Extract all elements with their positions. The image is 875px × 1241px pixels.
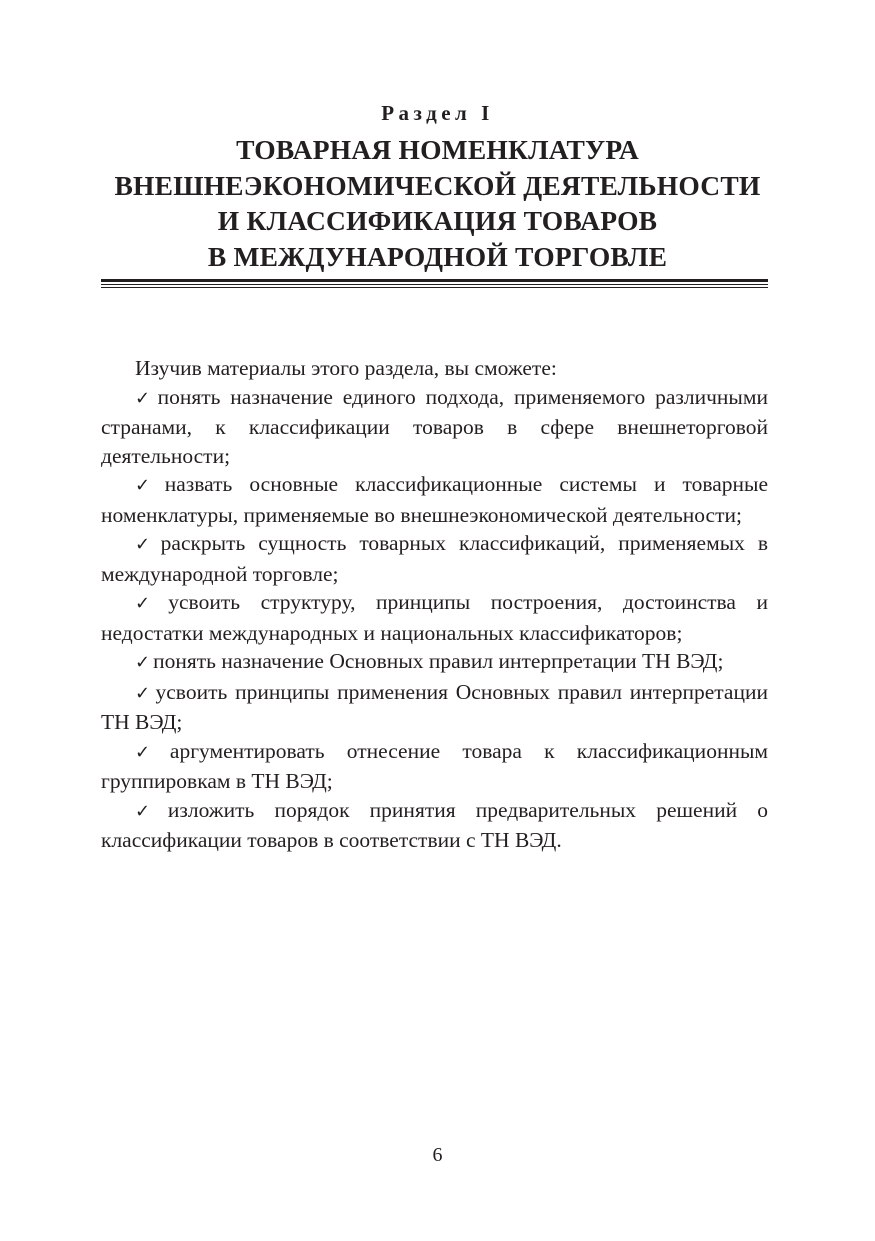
section-title-line-2: ВНЕШНЕЭКОНОМИЧЕСКОЙ ДЕЯТЕЛЬНОСТИ [114, 169, 761, 201]
checkmark-icon: ✓ [135, 593, 166, 614]
goal-text: аргументировать отнесение товара к классификационным группировкам в ТН ВЭД; [101, 738, 769, 793]
title-divider-thick [101, 279, 768, 282]
goal-text: изложить порядок принятия предварительных решений о классификации товаров в соответствии с ТН ВЭД. [101, 797, 768, 852]
checkmark-icon: ✓ [135, 534, 158, 555]
goal-text: понять назначение единого подхода, применяемого различными странами, к классификации товаров в сфере внешнеторговой деятельности; [101, 384, 768, 468]
goal-item [101, 737, 768, 796]
checkmark-icon: ✓ [135, 682, 153, 704]
goal-text: назвать основные классификационные системы и товарные номенклатуры, применяемые во внешнеэкономической деятельности; [101, 472, 768, 527]
section-title-line-3: И КЛАССИФИКАЦИЯ ТОВАРОВ [217, 205, 658, 236]
section-title-line-4: В МЕЖДУНАРОДНОЙ ТОРГОВЛЕ [207, 240, 668, 272]
goal-text: усвоить структуру, принципы построения, достоинства и недостатки международных и национальных классификаторов; [101, 590, 768, 645]
title-divider-thin-2 [101, 287, 768, 288]
section-goals [101, 354, 768, 855]
goals-intro: Изучив материалы этого раздела, вы сможете: [135, 356, 557, 380]
checkmark-icon: ✓ [135, 800, 165, 822]
checkmark-icon: ✓ [135, 387, 155, 409]
title-divider-thin-1 [101, 284, 768, 285]
goal-item [101, 678, 768, 737]
goal-item [101, 647, 768, 678]
checkmark-icon: ✓ [135, 475, 162, 496]
goal-text: усвоить принципы применения Основных правил интерпретации ТН ВЭД; [101, 679, 768, 734]
goal-item [101, 383, 768, 471]
checkmark-icon: ✓ [135, 741, 167, 763]
goal-text: понять назначение Основных правил интерпретации ТН ВЭД; [153, 649, 724, 673]
goal-item [101, 470, 768, 529]
section-title [0, 132, 875, 274]
section-title-line-1: ТОВАРНАЯ НОМЕНКЛАТУРА [236, 134, 639, 165]
page-number: 6 [432, 1144, 443, 1166]
goal-item [101, 588, 768, 647]
goal-text: раскрыть сущность товарных классификаций, применяемых в международной торговле; [101, 531, 768, 586]
section-label: Раздел I [381, 101, 494, 125]
checkmark-icon: ✓ [135, 652, 151, 673]
goal-item [101, 796, 768, 855]
goal-item [101, 529, 768, 588]
